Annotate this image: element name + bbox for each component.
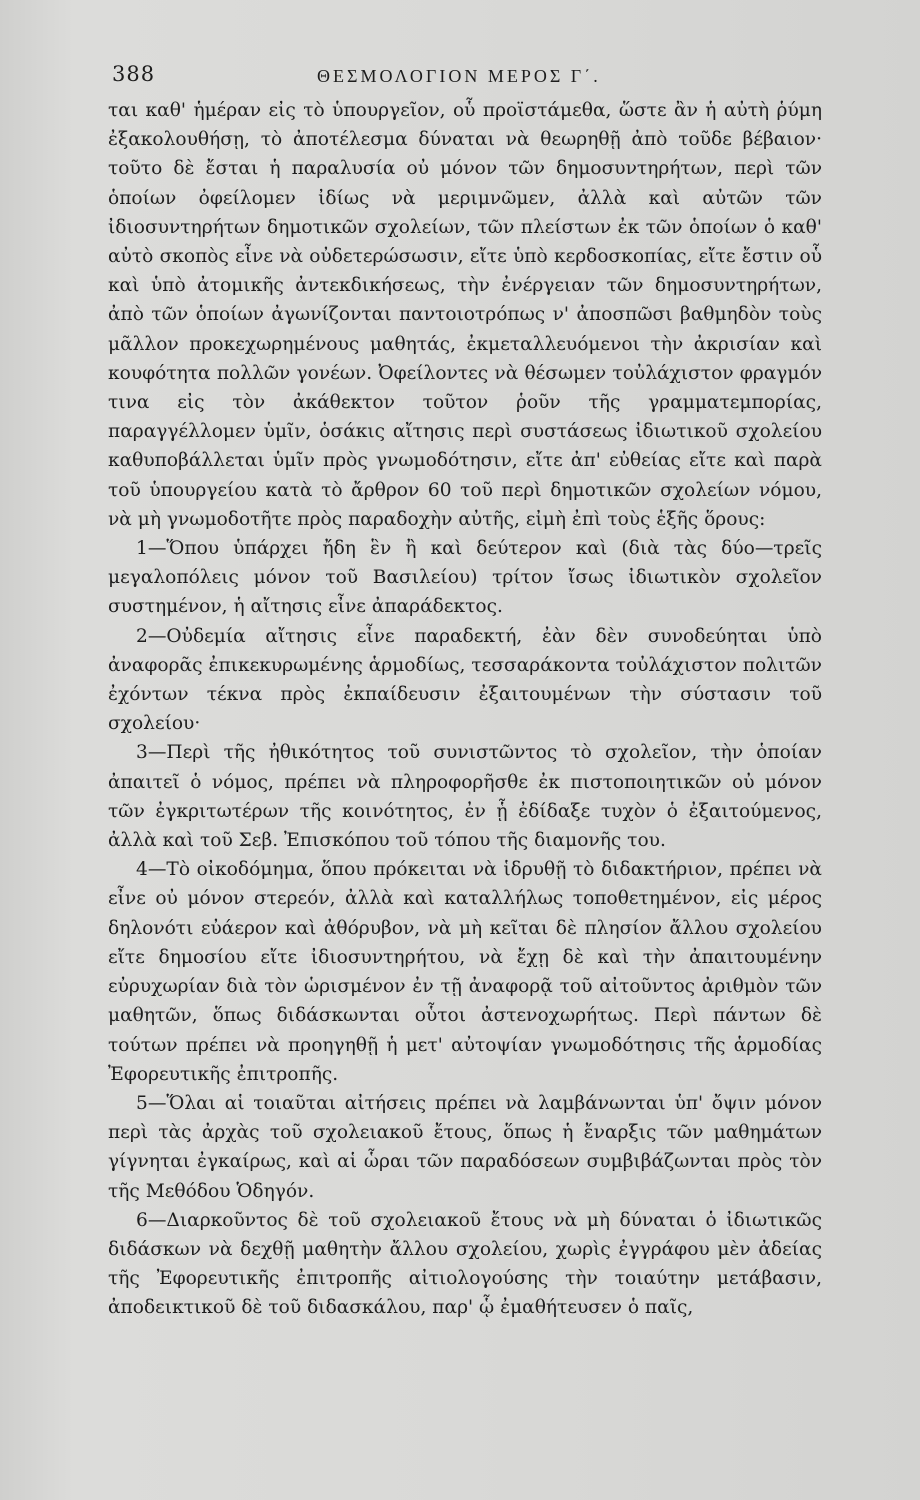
paragraph-item-2: 2—Οὐδεμία αἴτησις εἶνε παραδεκτή, ἐὰν δὲν συνοδεύηται ὑπὸ ἀναφορᾶς ἐπικεκυρωμένης ἁρμοδίως, τεσσαράκοντα τοὐλάχιστον πολιτῶν ἐχόντων τέκνα πρὸς ἐκπαίδευσιν ἐξαιτουμένων τὴν σύστασιν τοῦ σχολείου· [108,625,822,735]
paragraph-item-3: 3—Περὶ τῆς ἠθικότητος τοῦ συνιστῶντος τὸ σχολεῖον, τὴν ὁποίαν ἀπαιτεῖ ὁ νόμος, πρέπει νὰ πληροφορῆσθε ἐκ πιστοποιητικῶν οὐ μόνον τῶν ἐγκριτωτέρων τῆς κοινότητος, ἐν ᾗ ἐδίδαξε τυχὸν ὁ ἐξαιτούμενος, ἀλλὰ καὶ τοῦ Σεβ. Ἐπισκόπου τοῦ τόπου τῆς διαμονῆς του. [108,742,822,852]
running-head: ΘΕΣΜΟΛΟΓΙΟΝ ΜΕΡΟΣ Γ΄. [317,66,601,86]
paragraph-item-4: 4—Τὸ οἰκοδόμημα, ὅπου πρόκειται νὰ ἱδρυθῇ τὸ διδακτήριον, πρέπει νὰ εἶνε οὐ μόνον στερεόν, ἀλλὰ καὶ καταλλήλως τοποθετημένον, εἰς μέρος δηλονότι εὐάερον καὶ ἀθόρυβον, νὰ μὴ κεῖται δὲ πλησίον ἄλλου σχολείου εἴτε δημοσίου εἴτε ἰδιοσυντηρήτου, νὰ ἔχῃ δὲ καὶ τὴν ἀπαιτουμένην εὐρυχωρίαν διὰ τὸν ὡρισμένον ἐν τῇ ἀναφορᾷ τοῦ αἰτοῦντος ἀριθμὸν τῶν μαθητῶν, ὅπως διδάσκωνται οὗτοι ἀστενοχωρήτως. Περὶ πάντων δὲ τούτων πρέπει νὰ προηγηθῇ ἡ μετ' αὐτοψίαν γνωμοδότησις τῆς ἁρμοδίας Ἐφορευτικῆς ἐπιτροπῆς. [108,859,822,1085]
body-text [108,96,822,1323]
paragraph-item-6: 6—Διαρκοῦντος δὲ τοῦ σχολειακοῦ ἔτους νὰ μὴ δύναται ὁ ἰδιωτικῶς διδάσκων νὰ δεχθῇ μαθητὴν ἄλλου σχολείου, χωρὶς ἐγγράφου μὲν ἀδείας τῆς Ἐφορευτικῆς ἐπιτροπῆς αἰτιολογούσης τὴν τοιαύτην μετάβασιν, ἀποδεικτικοῦ δὲ τοῦ διδασκάλου, παρ' ᾧ ἐμαθήτευσεν ὁ παῖς, [108,1209,822,1319]
paragraph-item-5: 5—Ὅλαι αἱ τοιαῦται αἰτήσεις πρέπει νὰ λαμβάνωνται ὑπ' ὄψιν μόνον περὶ τὰς ἀρχὰς τοῦ σχολειακοῦ ἔτους, ὅπως ἡ ἔναρξις τῶν μαθημάτων γίγνηται ἐγκαίρως, καὶ αἱ ὧραι τῶν παραδόσεων συμβιβάζωνται πρὸς τὸν τῆς Μεθόδου Ὁδηγόν. [108,1092,822,1202]
paragraph-item-1: 1—Ὅπου ὑπάρχει ἤδη ἓν ἢ καὶ δεύτερον καὶ (διὰ τὰς δύο—τρεῖς μεγαλοπόλεις μόνον τοῦ Βασιλείου) τρίτον ἴσως ἰδιωτικὸν σχολεῖον συστημένον, ἡ αἴτησις εἶνε ἀπαράδεκτος. [108,538,822,618]
page-number: 388 [112,62,156,86]
page-header [112,62,822,92]
paragraph-continuation: ται καθ' ἡμέραν εἰς τὸ ὑπουργεῖον, οὗ προϊστάμεθα, ὥστε ἂν ἡ αὐτὴ ῥύμη ἐξακολουθήσῃ, τὸ ἀποτέλεσμα δύναται νὰ θεωρηθῇ ἀπὸ τοῦδε βέβαιον· τοῦτο δὲ ἔσται ἡ παραλυσία οὐ μόνον τῶν δημοσυντηρήτων, περὶ τῶν ὁποίων ὀφείλομεν ἰδίως νὰ μεριμνῶμεν, ἀλλὰ καὶ αὐτῶν τῶν ἰδιοσυντηρήτων δημοτικῶν σχολείων, τῶν πλείστων ἐκ τῶν ὁποίων ὁ καθ' αὐτὸ σκοπὸς εἶνε νὰ οὐδετερώσωσιν, εἴτε ὑπὸ κερδοσκοπίας, εἴτε ἔστιν οὗ καὶ ὑπὸ ἀτομικῆς ἀντεκδικήσεως, τὴν ἐνέργειαν τῶν δημοσυντηρήτων, ἀπὸ τῶν ὁποίων ἀγωνίζονται παντοιοτρόπως ν' ἀποσπῶσι βαθμηδὸν τοὺς μᾶλλον προκεχωρημένους μαθητάς, ἐκμεταλλευόμενοι τὴν ἀκρισίαν καὶ κουφότητα πολλῶν γονέων. Ὀφείλοντες νὰ θέσωμεν τοὐλάχιστον φραγμόν τινα εἰς τὸν ἀκάθεκτον τοῦτον ῥοῦν τῆς γραμματεμπορίας, παραγγέλλομεν ὑμῖν, ὁσάκις αἴτησις περὶ συστάσεως ἰδιωτικοῦ σχολείου καθυποβάλλεται ὑμῖν πρὸς γνωμοδότησιν, εἴτε ἀπ' εὐθείας εἴτε καὶ παρὰ τοῦ ὑπουργείου κατὰ τὸ ἄρθρον 60 τοῦ περὶ δημοτικῶν σχολείων νόμου, νὰ μὴ γνωμοδοτῆτε πρὸς παραδοχὴν αὐτῆς, εἰμὴ ἐπὶ τοὺς ἑξῆς ὅρους: [108,100,822,530]
